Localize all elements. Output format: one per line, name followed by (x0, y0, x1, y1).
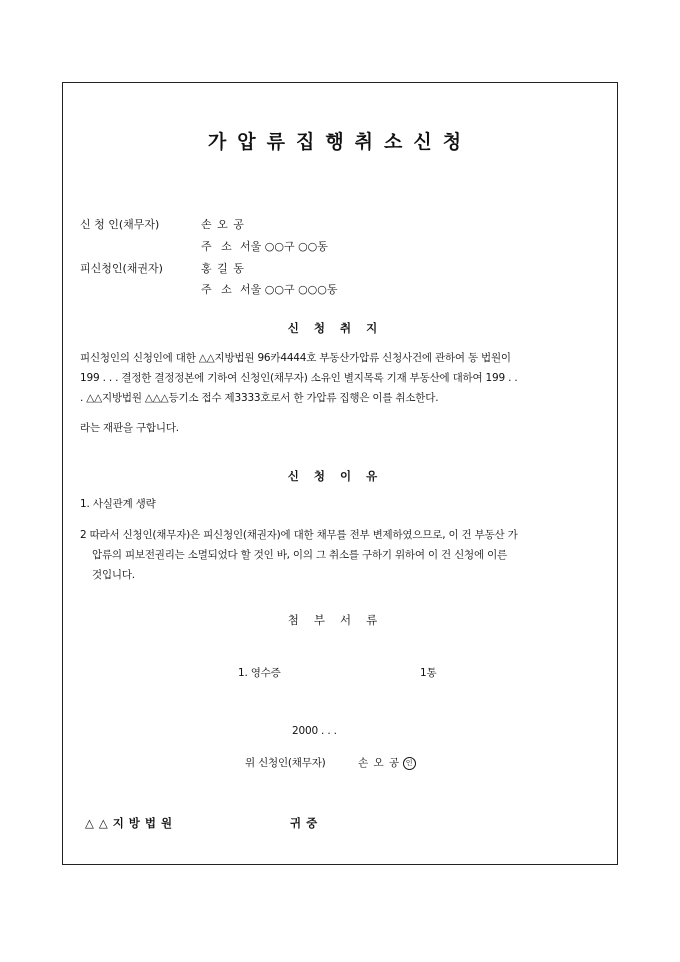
respondent-name: 홍 길 동 (201, 262, 245, 275)
court-name: △△지방법원 (85, 816, 178, 830)
purpose-line-2: 199 . . . 결정한 결정정본에 기하여 신청인(채무자) 소유인 별지목록 기재 부동산에 대하여 199 . . (80, 372, 518, 384)
respondent-address: 서울 ○○구 ○○○동 (240, 283, 338, 296)
reason-item-2-line-1: 2 따라서 신청인(채무자)은 피신청인(채권자)에 대한 채무를 전부 변제하였으므로, 이 건 부동산 가 (80, 529, 518, 541)
document-title: 가압류집행취소신청 (207, 131, 473, 153)
applicant-name: 손 오 공 (201, 218, 245, 231)
document-date: 2000 . . . (292, 725, 337, 737)
purpose-line-4: 라는 재판을 구합니다. (80, 422, 179, 434)
reason-item-2-line-2: 압류의 피보전권리는 소멸되었다 할 것인 바, 이의 그 취소를 구하기 위하여 이 건 신청에 이른 (92, 549, 507, 561)
respondent-address-label: 주 소 (201, 283, 235, 296)
signer-name: 손 오 공 (358, 757, 401, 769)
reason-item-1: 1. 사실관계 생략 (80, 498, 156, 510)
signature-name (358, 755, 416, 770)
purpose-heading: 신청취지 (287, 321, 393, 335)
applicant-address: 서울 ○○구 ○○동 (240, 240, 328, 253)
attachment-item-label: 1. 영수증 (238, 667, 281, 679)
court-suffix: 귀중 (290, 816, 323, 830)
reason-item-2-line-3: 것입니다. (92, 569, 135, 581)
applicant-address-label: 주 소 (201, 240, 235, 253)
attachments-heading: 첨부서류 (287, 613, 393, 627)
reason-heading: 신청이유 (287, 469, 393, 483)
purpose-line-1: 피신청인의 신청인에 대한 △△지방법원 96카4444호 부동산가압류 신청사건에 관하여 동 법원이 (80, 352, 511, 364)
purpose-line-3: . △△지방법원 △△△등기소 접수 제3333호로서 한 가압류 집행은 이를 취소한다. (80, 392, 439, 404)
seal-icon: 인 (403, 757, 416, 770)
signature-label: 위 신청인(채무자) (245, 757, 326, 769)
respondent-label: 피신청인(채권자) (80, 262, 163, 275)
attachment-item-count: 1통 (420, 667, 437, 679)
applicant-label: 신 청 인(채무자) (80, 218, 160, 231)
